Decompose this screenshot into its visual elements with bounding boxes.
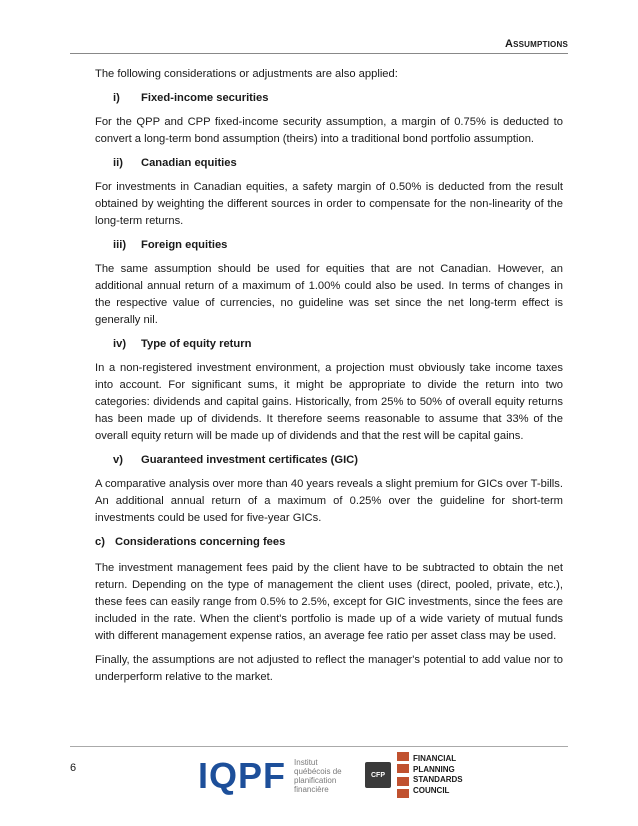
subsection-heading-gic: v) Guaranteed investment certificates (GIC) <box>113 454 358 466</box>
subsection-heading-canadian-equities: ii) Canadian equities <box>113 157 237 169</box>
fpsc-logo <box>365 752 463 798</box>
paragraph-fees-1: The investment management fees paid by the client have to be subtracted to obtain the net return. Depending on the type of management the client uses (direct, pooled, private, etc.), these fees can easily range from 0.5% to 2.5%, except for GIC investments, since the fees are included in the rate. When the client's portfolio is made up of a wide variety of mutual funds with different management expense ratios, an average fee ratio per asset class may be used. <box>95 562 563 642</box>
subsection-heading-foreign-equities: iii) Foreign equities <box>113 239 228 251</box>
iqpf-logo-mark: IQPF <box>198 755 287 796</box>
paragraph-canadian-equities: For investments in Canadian equities, a safety margin of 0.50% is deducted from the result obtained by weighting the different sources in order to compensate for the non-linearity of the long-term returns. <box>95 181 563 227</box>
paragraph-equity-return: In a non-registered investment environment, a projection must obviously take income taxes into account. For significant sums, it might be appropriate to divide the return into two categories: dividends and capital gains. Historically, from 25% to 50% of overall equity returns has been made up of dividends. It therefore seems reasonable to assume that 33% of the overall equity return will be made up of dividends and that the rest will be capital gains. <box>95 362 563 442</box>
footer-rule <box>70 746 568 747</box>
paragraph-fees-2: Finally, the assumptions are not adjusted to reflect the manager's potential to add value nor to underperform relative to the market. <box>95 654 563 683</box>
paragraph-gic: A comparative analysis over more than 40 years reveals a slight premium for GICs over T-bills. An additional annual return of a maximum of 0.25% over the guideline for short-term investments could be used for five-year GICs. <box>95 478 563 524</box>
subsection-heading-equity-return: iv) Type of equity return <box>113 338 252 350</box>
iqpf-logo-text: Institut québécois de planification financière <box>294 758 342 794</box>
iqpf-logo <box>198 755 354 796</box>
cfp-emblem-icon: CFP <box>365 762 391 788</box>
header-title: Assumptions <box>504 38 568 50</box>
intro-paragraph: The following considerations or adjustments are also applied: <box>95 68 398 80</box>
body-content <box>95 66 563 693</box>
section-heading-fees: c) Considerations concerning fees <box>95 536 286 548</box>
paragraph-fixed-income: For the QPP and CPP fixed-income security assumption, a margin of 0.75% is deducted to convert a long-term bond assumption (theirs) into a traditional bond portfolio assumption. <box>95 116 563 145</box>
fpsc-logo-text: FINANCIAL PLANNING STANDARDS COUNCIL <box>413 754 463 795</box>
subsection-heading-fixed-income: i) Fixed-income securities <box>113 92 269 104</box>
paragraph-foreign-equities: The same assumption should be used for equities that are not Canadian. However, an additional annual return of a maximum of 1.00% could also be used. In terms of changes in the respective value of currencies, no guideline was set since the net long-term effect is generally nil. <box>95 263 563 326</box>
page-number: 6 <box>70 762 77 774</box>
fpsc-bars-icon <box>397 752 409 798</box>
header-rule <box>70 53 568 54</box>
